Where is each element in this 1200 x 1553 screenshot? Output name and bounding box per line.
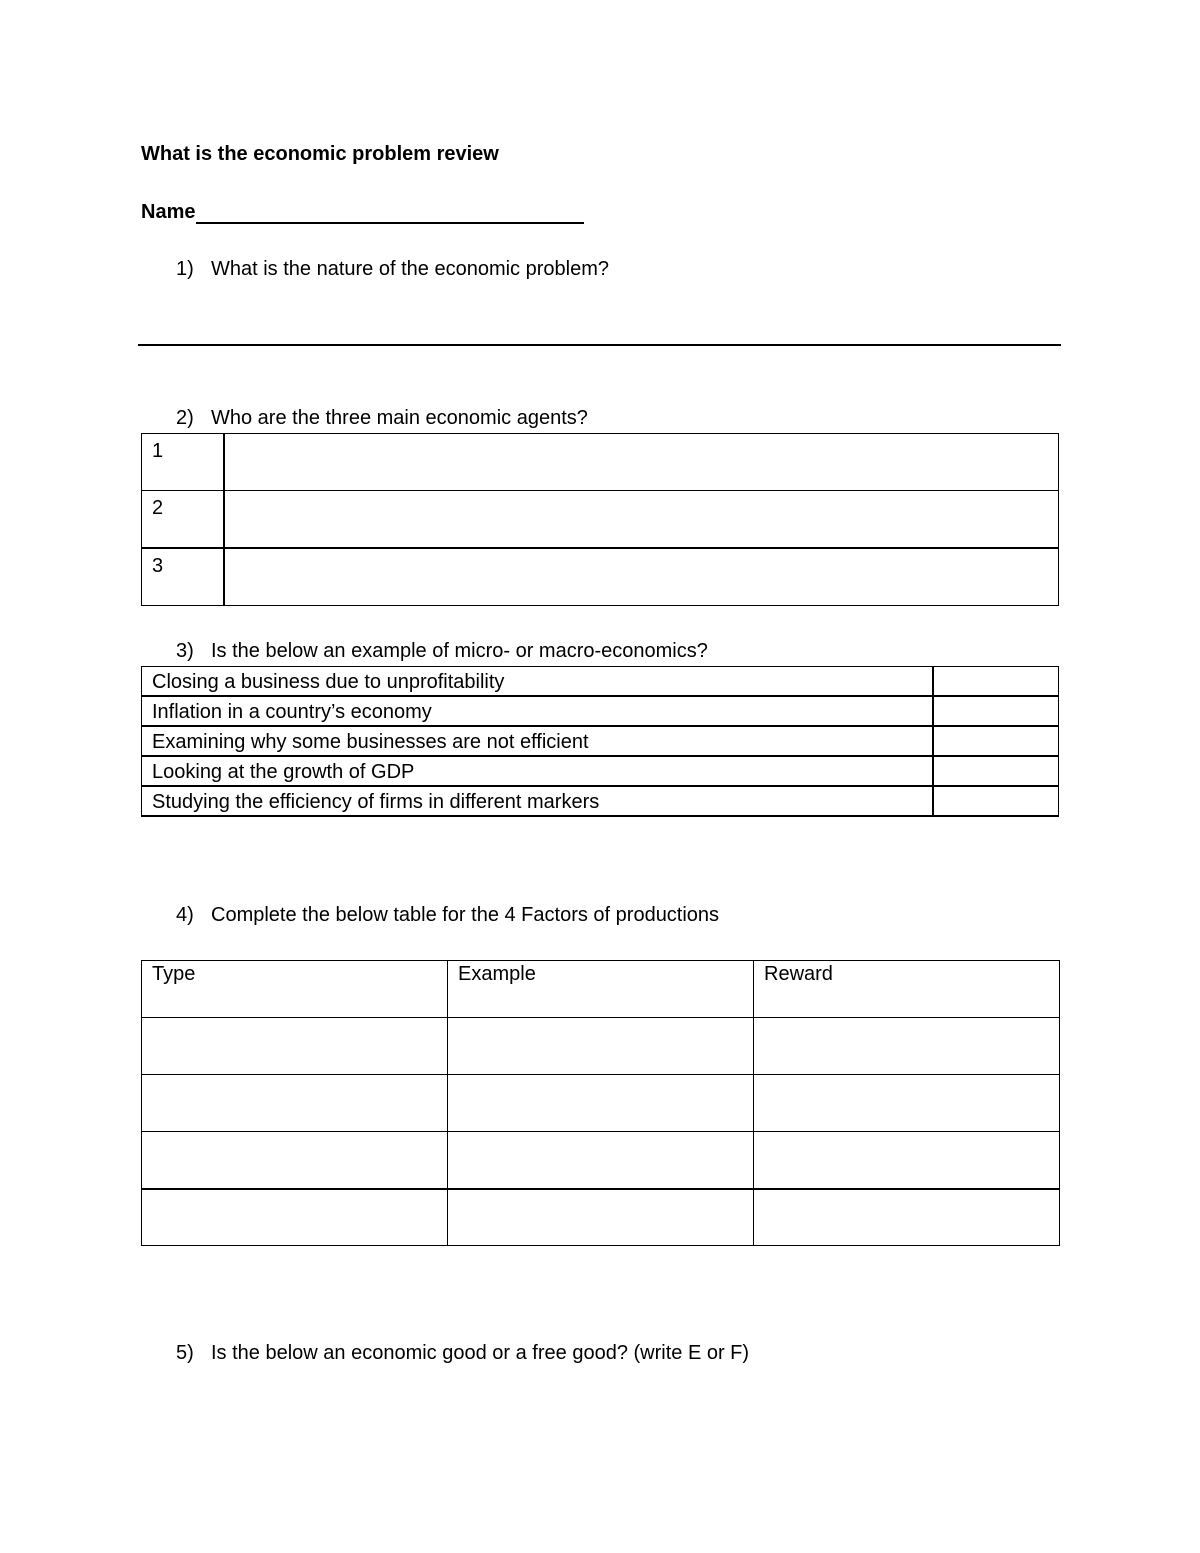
statement-cell: Inflation in a country’s economy xyxy=(142,696,933,726)
header-example: Example xyxy=(448,961,754,1018)
table-row xyxy=(142,1075,1060,1132)
question-5 xyxy=(176,1342,749,1365)
table-row xyxy=(142,548,1059,606)
answer-cell[interactable] xyxy=(142,1075,448,1132)
answer-cell[interactable] xyxy=(142,1132,448,1189)
statement-cell: Examining why some businesses are not efficient xyxy=(142,726,933,756)
answer-cell[interactable] xyxy=(933,726,1059,756)
question-text: Complete the below table for the 4 Factors of productions xyxy=(211,904,720,926)
table-row xyxy=(142,1018,1060,1075)
answer-line-1[interactable] xyxy=(138,344,1061,346)
answer-cell[interactable] xyxy=(754,1075,1060,1132)
answer-cell[interactable] xyxy=(448,1189,754,1246)
table-row xyxy=(142,434,1059,491)
answer-cell[interactable] xyxy=(933,786,1059,816)
name-blank-line[interactable] xyxy=(196,200,584,224)
table-row xyxy=(142,786,1059,816)
row-index: 1 xyxy=(142,434,224,491)
answer-cell[interactable] xyxy=(224,434,1059,491)
answer-cell[interactable] xyxy=(448,1018,754,1075)
answer-cell[interactable] xyxy=(754,1189,1060,1246)
header-type: Type xyxy=(142,961,448,1018)
table-row xyxy=(142,667,1059,697)
agents-table xyxy=(141,433,1059,606)
table-row xyxy=(142,726,1059,756)
row-index: 2 xyxy=(142,491,224,549)
answer-cell[interactable] xyxy=(142,1189,448,1246)
table-row xyxy=(142,1132,1060,1189)
page-title: What is the economic problem review xyxy=(141,143,499,165)
table-header-row xyxy=(142,961,1060,1018)
question-number: 1) xyxy=(176,258,194,280)
answer-cell[interactable] xyxy=(933,667,1059,697)
answer-cell[interactable] xyxy=(933,756,1059,786)
question-4 xyxy=(176,904,719,927)
statement-cell: Studying the efficiency of firms in different markers xyxy=(142,786,933,816)
header-reward: Reward xyxy=(754,961,1060,1018)
question-text: What is the nature of the economic problem? xyxy=(211,258,609,280)
answer-cell[interactable] xyxy=(224,491,1059,549)
question-number: 4) xyxy=(176,904,194,926)
row-index: 3 xyxy=(142,548,224,606)
answer-cell[interactable] xyxy=(224,548,1059,606)
question-2 xyxy=(176,407,588,430)
table-row xyxy=(142,1189,1060,1246)
question-number: 2) xyxy=(176,407,194,429)
question-text: Is the below an example of micro- or macro-economics? xyxy=(211,640,708,662)
answer-cell[interactable] xyxy=(754,1018,1060,1075)
answer-cell[interactable] xyxy=(754,1132,1060,1189)
statement-cell: Looking at the growth of GDP xyxy=(142,756,933,786)
name-field xyxy=(141,200,584,224)
question-1 xyxy=(176,258,609,281)
question-3 xyxy=(176,640,708,663)
micro-macro-table xyxy=(141,666,1059,817)
factors-table xyxy=(141,960,1060,1246)
table-row xyxy=(142,491,1059,549)
answer-cell[interactable] xyxy=(448,1132,754,1189)
answer-cell[interactable] xyxy=(142,1018,448,1075)
question-number: 3) xyxy=(176,640,194,662)
answer-cell[interactable] xyxy=(933,696,1059,726)
question-text: Who are the three main economic agents? xyxy=(211,407,588,429)
statement-cell: Closing a business due to unprofitability xyxy=(142,667,933,697)
table-row xyxy=(142,696,1059,726)
question-text: Is the below an economic good or a free good? (write E or F) xyxy=(211,1342,750,1364)
answer-cell[interactable] xyxy=(448,1075,754,1132)
question-number: 5) xyxy=(176,1342,194,1364)
name-label: Name xyxy=(141,201,196,223)
table-row xyxy=(142,756,1059,786)
